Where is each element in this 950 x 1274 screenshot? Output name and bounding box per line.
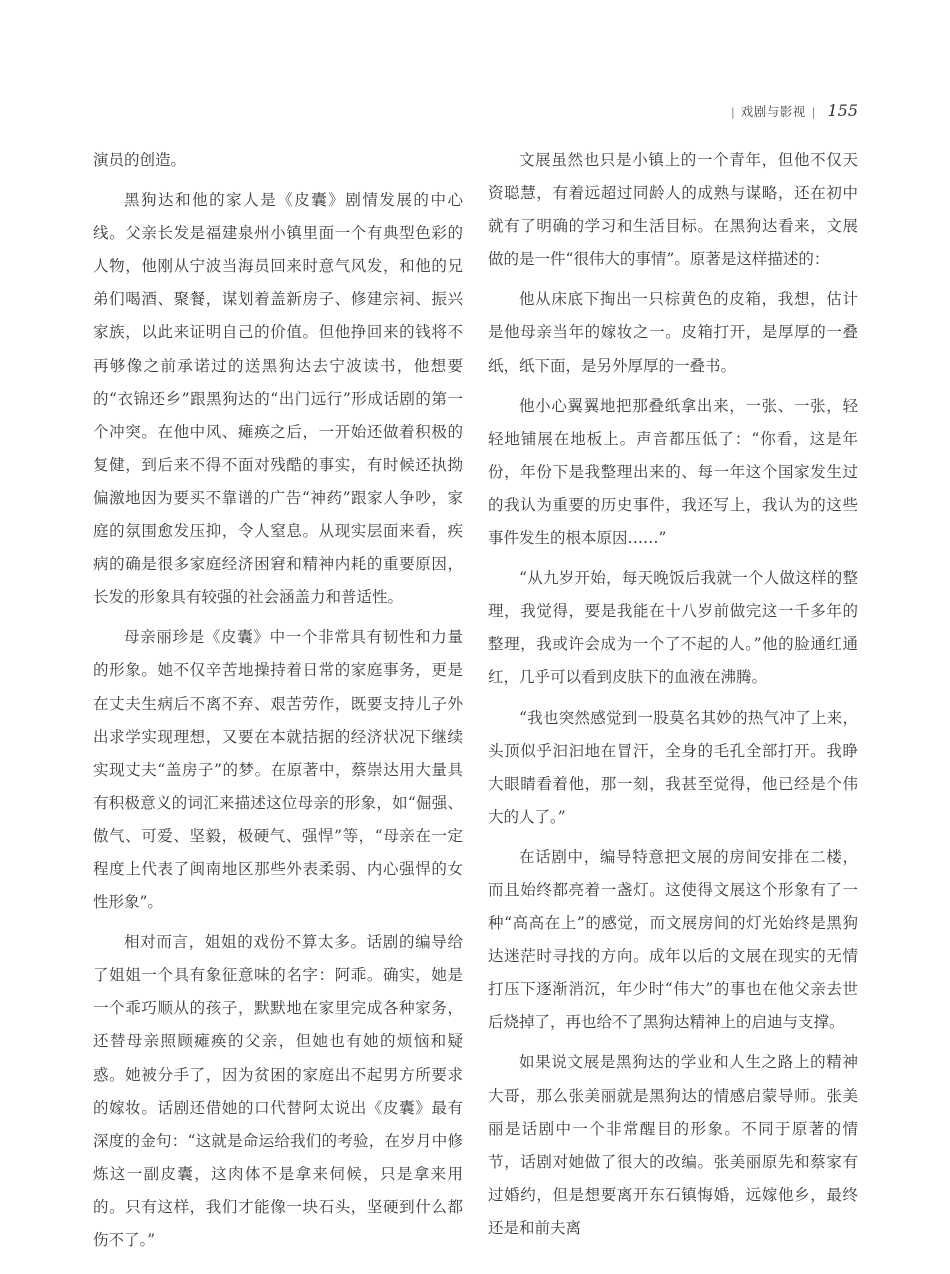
quote-paragraph: 他小心翼翼地把那叠纸拿出来，一张、一张，轻轻地铺展在地板上。声音都压低了：“你看，这是年份，年份下是我整理出来的、每一年这个国家发生过的我认为重要的历史事件，我还写上，我认为的这些事件发生的根本原因……” [488, 396, 858, 548]
paragraph: 在话剧中，编导特意把文展的房间安排在二楼，而且始终都亮着一盏灯。这使得文展这个形象有了一种“高高在上”的感觉，而文展房间的灯光始终是黑狗达迷茫时寻找的方向。成年以后的文展在现实的无情打压下逐渐消沉，年少时“伟大”的事也在他父亲去世后烧掉了，再也给不了黑狗达精神上的启迪与支撑。 [488, 847, 858, 1032]
right-column [488, 144, 858, 1252]
header-separator-left: | [731, 106, 735, 119]
quote-paragraph: 他从床底下掏出一只棕黄色的皮箱，我想，估计是他母亲当年的嫁妆之一。皮箱打开，是厚厚的一叠纸，纸下面，是另外厚厚的一叠书。 [488, 290, 858, 375]
quote-paragraph: “我也突然感觉到一股莫名其妙的热气冲了上来，头顶似乎汩汩地在冒汗，全身的毛孔全部打开。我睁大眼睛看着他，那一刻，我甚至觉得，他已经是个伟大的人了。” [488, 708, 858, 826]
paragraph: 如果说文展是黑狗达的学业和人生之路上的精神大哥，那么张美丽就是黑狗达的情感启蒙导师。张美丽是话剧中一个非常醒目的形象。不同于原著的情节，话剧对她做了很大的改编。张美丽原先和蔡家有过婚约，但是想要离开东石镇悔婚，远嫁他乡，最终还是和前夫离 [488, 1053, 858, 1237]
paragraph: 母亲丽珍是《皮囊》中一个非常具有韧性和力量的形象。她不仅辛苦地操持着日常的家庭事务，更是在丈夫生病后不离不弃、艰苦劳作，既要支持儿子外出求学实现理想，又要在本就拮据的经济状况下继续实现丈夫“盖房子”的梦。在原著中，蔡崇达用大量具有积极意义的词汇来描述这位母亲的形象，如“倔强、傲气、可爱、坚毅，极硬气、强悍”等，“母亲在一定程度上代表了闽南地区那些外表柔弱、内心强悍的女性形象”。 [93, 628, 463, 912]
paragraph: 黑狗达和他的家人是《皮囊》剧情发展的中心线。父亲长发是福建泉州小镇里面一个有典型色彩的人物，他刚从宁波当海员回来时意气风发，和他的兄弟们喝酒、聚餐，谋划着盖新房子、修建宗祠、振兴家族，以此来证明自己的价值。但他挣回来的钱将不再够像之前承诺过的送黑狗达去宁波读书，他想要的“衣锦还乡”跟黑狗达的“出门远行”形成话剧的第一个冲突。在他中风、瘫痪之后，一开始还做着积极的复健，到后来不得不面对残酷的事实，有时候还执拗偏激地因为要买不靠谱的广告“神药”跟家人争吵，家庭的氛围愈发压抑，令人窒息。从现实层面来看，疾病的确是很多家庭经济困窘和精神内耗的重要原因，长发的形象具有较强的社会涵盖力和普适性。 [93, 191, 463, 607]
header-separator-right: | [811, 106, 816, 119]
page-number: 155 [827, 101, 858, 120]
section-title: 戏剧与影视 [740, 104, 806, 119]
paragraph: 文展虽然也只是小镇上的一个青年，但他不仅天资聪慧，有着远超过同龄人的成熟与谋略，还在初中就有了明确的学习和生活目标。在黑狗达看来，文展做的是一件“很伟大的事情”。原著是这样描述的： [488, 151, 858, 269]
left-column [93, 144, 463, 1264]
quote-paragraph: “从九岁开始，每天晚饭后我就一个人做这样的整理，我觉得，要是我能在十八岁前做完这一千多年的整理，我或许会成为一个了不起的人。”他的脸通红通红，几乎可以看到皮肤下的血液在沸腾。 [488, 569, 858, 687]
running-header [731, 101, 858, 120]
paragraph: 演员的创造。 [93, 151, 187, 169]
paragraph: 相对而言，姐姐的戏份不算太多。话剧的编导给了姐姐一个具有象征意味的名字：阿乖。确实，她是一个乖巧顺从的孩子，默默地在家里完成各种家务，还替母亲照顾瘫痪的父亲，但她也有她的烦恼和疑惑。她被分手了，因为贫困的家庭出不起男方所要求的嫁妆。话剧还借她的口代替阿太说出《皮囊》最有深度的金句：“这就是命运给我们的考验，在岁月中修炼这一副皮囊，这肉体不是拿来伺候，只是拿来用的。只有这样，我们才能像一块石头，坚硬到什么都伤不了。” [93, 933, 463, 1249]
